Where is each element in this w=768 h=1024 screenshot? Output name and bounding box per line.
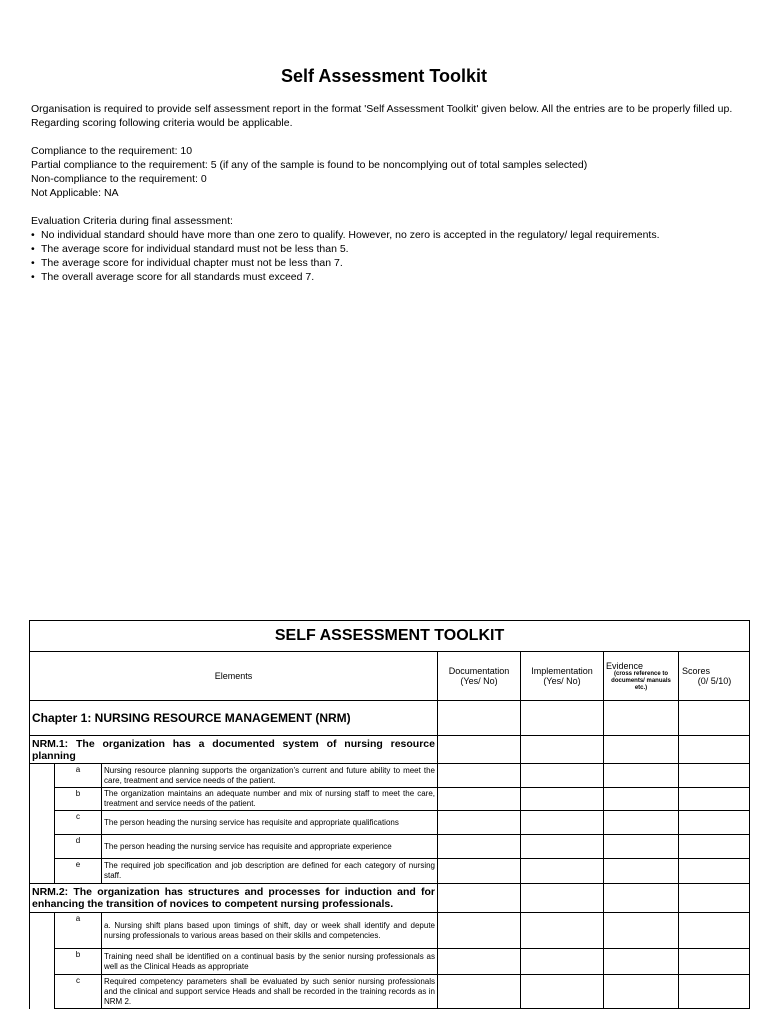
- scoring-na: Not Applicable: NA: [31, 187, 119, 199]
- criteria-item: • The average score for individual chapter must not be less than 7.: [31, 256, 747, 270]
- header-elements: Elements: [30, 652, 438, 701]
- cell-score[interactable]: [679, 701, 750, 736]
- toolkit-title: SELF ASSESSMENT TOOLKIT: [30, 621, 750, 652]
- cell-documentation[interactable]: [438, 884, 521, 913]
- element-text: Training need shall be identified on a continual basis by the senior nursing professionals as well as the Clinical Heads as appropriate: [102, 949, 438, 975]
- cell-documentation[interactable]: [438, 859, 521, 884]
- cell-implementation[interactable]: [521, 884, 604, 913]
- cell-documentation[interactable]: [438, 788, 521, 811]
- cell-implementation[interactable]: [521, 835, 604, 859]
- cell-score[interactable]: [679, 764, 750, 788]
- cell-evidence[interactable]: [604, 835, 679, 859]
- criteria-item: • The overall average score for all standards must exceed 7.: [31, 270, 747, 284]
- criteria-item: • No individual standard should have more than one zero to qualify. However, no zero is accepted in the regulatory/ legal requirements.: [31, 228, 747, 242]
- intro-section: [31, 102, 747, 284]
- cell-score[interactable]: [679, 788, 750, 811]
- indent-cell: [30, 764, 55, 884]
- element-text: The organization maintains an adequate number and mix of nursing staff to meet the care, treatment and service needs of the patient.: [102, 788, 438, 811]
- element-letter: b: [55, 949, 102, 975]
- cell-evidence[interactable]: [604, 884, 679, 913]
- header-documentation: Documentation (Yes/ No): [438, 652, 521, 701]
- header-scores-note: (0/ 5/10): [697, 676, 732, 686]
- cell-evidence[interactable]: [604, 736, 679, 764]
- cell-implementation[interactable]: [521, 764, 604, 788]
- cell-evidence[interactable]: [604, 811, 679, 835]
- element-text: a. Nursing shift plans based upon timings of shift, day or week shall identify and depute nursing professionals to various areas based on their skills and competencies.: [102, 913, 438, 949]
- page-title: Self Assessment Toolkit: [280, 66, 488, 86]
- cell-implementation[interactable]: [521, 949, 604, 975]
- header-implementation: Implementation (Yes/ No): [521, 652, 604, 701]
- criteria-item: • The average score for individual standard must not be less than 5.: [31, 242, 747, 256]
- element-letter: c: [55, 975, 102, 1009]
- element-letter: e: [55, 859, 102, 884]
- indent-cell: [30, 913, 55, 1009]
- element-text: Nursing resource planning supports the organization’s current and future ability to meet the care, treatment and service needs of the patient.: [102, 764, 438, 788]
- header-scores: [679, 652, 750, 701]
- element-text: The required job specification and job description are defined for each category of nursing staff.: [102, 859, 438, 884]
- element-text: The person heading the nursing service has requisite and appropriate experience: [102, 835, 438, 859]
- cell-score[interactable]: [679, 884, 750, 913]
- header-evidence: [604, 652, 679, 701]
- cell-score[interactable]: [679, 949, 750, 975]
- cell-implementation[interactable]: [521, 811, 604, 835]
- scoring-noncompliance: Non-compliance to the requirement: 0: [31, 173, 207, 185]
- cell-documentation[interactable]: [438, 913, 521, 949]
- cell-implementation[interactable]: [521, 913, 604, 949]
- cell-documentation[interactable]: [438, 736, 521, 764]
- cell-documentation[interactable]: [438, 701, 521, 736]
- header-evidence-label: Evidence: [606, 660, 644, 671]
- cell-implementation[interactable]: [521, 975, 604, 1009]
- cell-documentation[interactable]: [438, 811, 521, 835]
- cell-documentation[interactable]: [438, 835, 521, 859]
- element-letter: a: [55, 764, 102, 788]
- cell-score[interactable]: [679, 975, 750, 1009]
- standard-title: NRM.2: The organization has structures and processes for induction and for enhancing the transition of novices to competent nursing professionals.: [30, 884, 438, 913]
- cell-implementation[interactable]: [521, 701, 604, 736]
- cell-implementation[interactable]: [521, 788, 604, 811]
- intro-paragraph: Organisation is required to provide self assessment report in the format 'Self Assessment Toolkit' given below. All the entries are to be properly filled up. Regarding scoring following criteria would be applicable.: [31, 103, 733, 129]
- cell-evidence[interactable]: [604, 859, 679, 884]
- cell-evidence[interactable]: [604, 975, 679, 1009]
- header-evidence-note: (cross reference to documents/ manuals etc.): [611, 670, 671, 691]
- criteria-heading: Evaluation Criteria during final assessment:: [31, 215, 233, 227]
- cell-evidence[interactable]: [604, 949, 679, 975]
- scoring-partial: Partial compliance to the requirement: 5 (if any of the sample is found to be noncomplying out of total samples selected): [31, 159, 588, 171]
- header-scores-label: Scores: [682, 666, 711, 676]
- cell-documentation[interactable]: [438, 949, 521, 975]
- toolkit-table: [29, 620, 750, 1009]
- cell-score[interactable]: [679, 913, 750, 949]
- cell-implementation[interactable]: [521, 736, 604, 764]
- standard-title: NRM.1: The organization has a documented system of nursing resource planning: [30, 736, 438, 764]
- element-letter: d: [55, 835, 102, 859]
- cell-score[interactable]: [679, 736, 750, 764]
- cell-evidence[interactable]: [604, 788, 679, 811]
- cell-score[interactable]: [679, 811, 750, 835]
- element-text: Required competency parameters shall be evaluated by such senior nursing professionals and the clinical and support service Heads and shall be recorded in the training records as in NRM 2.: [102, 975, 438, 1009]
- chapter-title: Chapter 1: NURSING RESOURCE MANAGEMENT (NRM): [30, 701, 438, 736]
- criteria-list: [31, 228, 747, 284]
- cell-evidence[interactable]: [604, 764, 679, 788]
- cell-evidence[interactable]: [604, 701, 679, 736]
- element-letter: a: [55, 913, 102, 949]
- cell-documentation[interactable]: [438, 975, 521, 1009]
- cell-score[interactable]: [679, 835, 750, 859]
- cell-documentation[interactable]: [438, 764, 521, 788]
- cell-implementation[interactable]: [521, 859, 604, 884]
- cell-score[interactable]: [679, 859, 750, 884]
- element-letter: b: [55, 788, 102, 811]
- element-text: The person heading the nursing service has requisite and appropriate qualifications: [102, 811, 438, 835]
- cell-evidence[interactable]: [604, 913, 679, 949]
- element-letter: c: [55, 811, 102, 835]
- scoring-compliance: Compliance to the requirement: 10: [31, 145, 193, 157]
